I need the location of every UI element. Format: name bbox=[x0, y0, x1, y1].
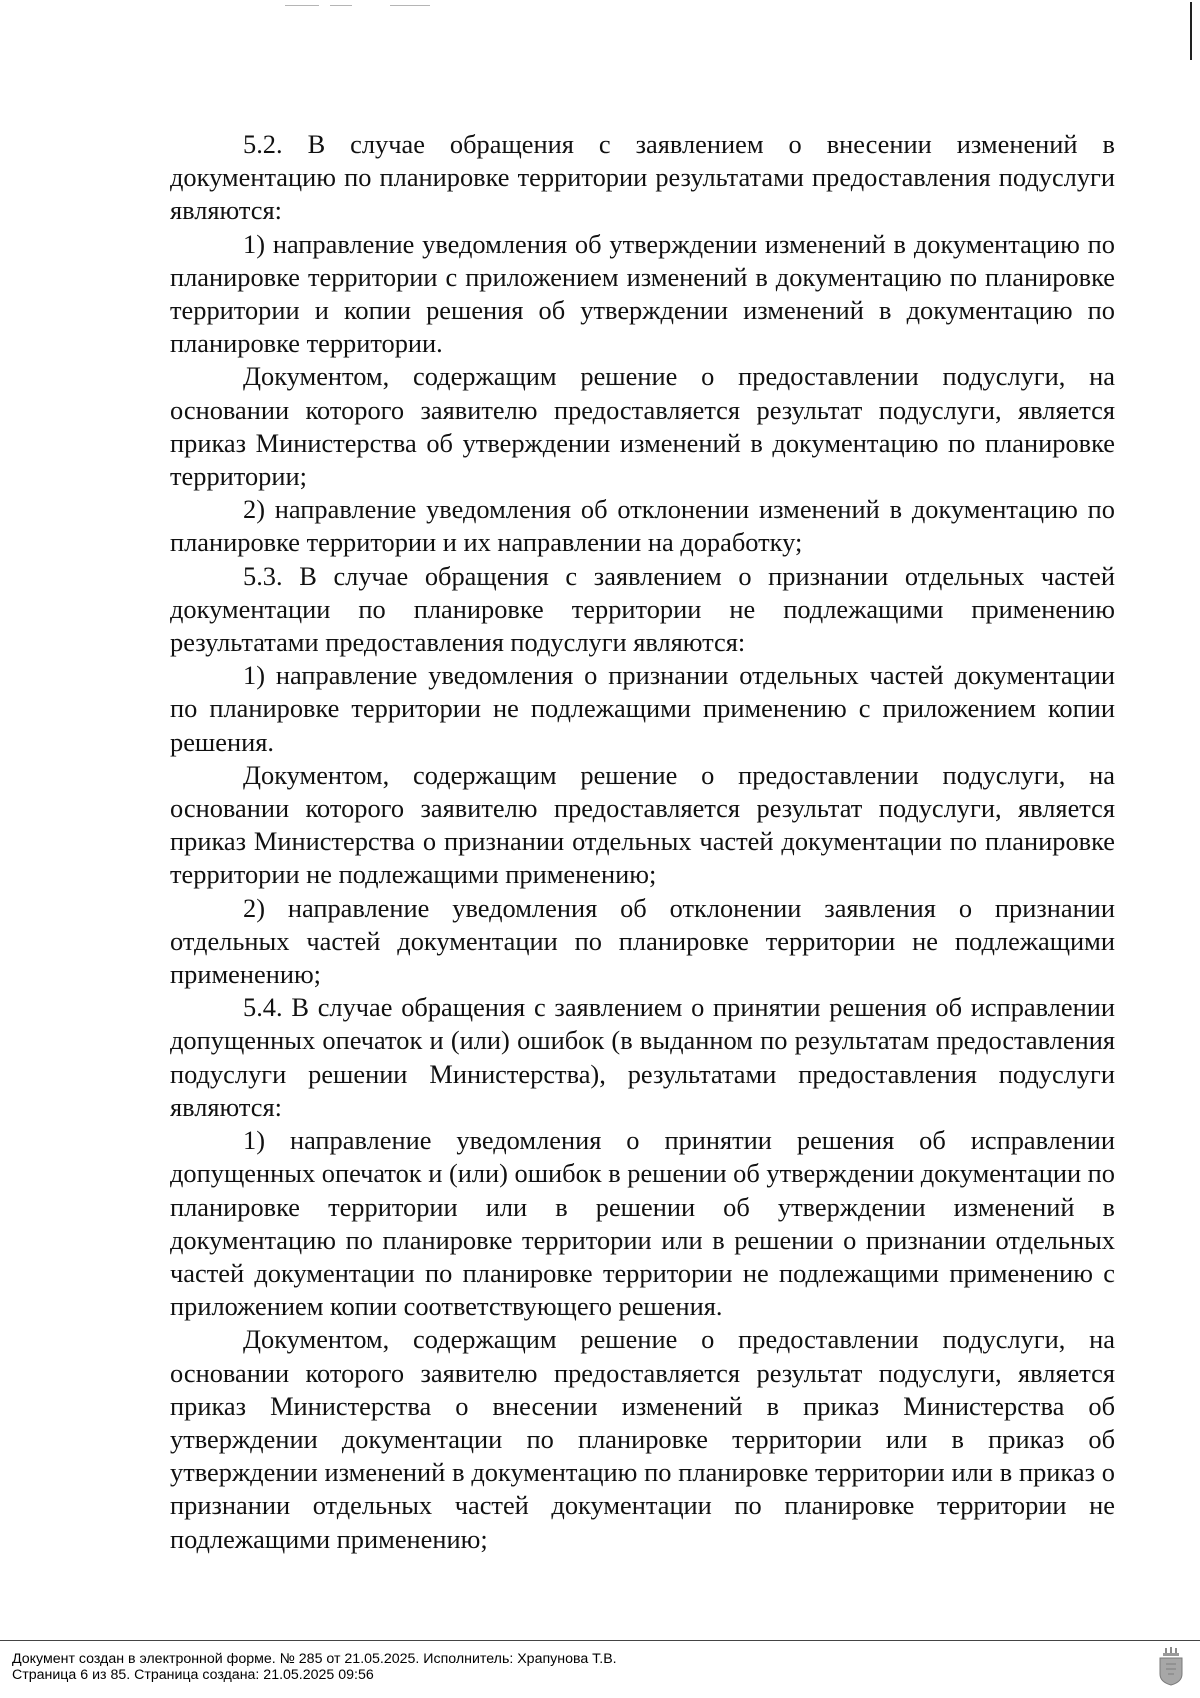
footer-text bbox=[12, 1651, 617, 1683]
paragraph-5-3-item-2: 2) направление уведомления об отклонении заявления о признании отдельных частей документации по планировке территории не подлежащими применению; bbox=[170, 892, 1115, 990]
footer-line-page-info: Страница 6 из 85. Страница создана: 21.05.2025 09:56 bbox=[12, 1667, 374, 1683]
paragraph-5-3-document: Документом, содержащим решение о предоставлении подуслуги, на основании которого заявителю предоставляется результат подуслуги, является приказ Министерства о признании отдельных частей документации по планировке территории не подлежащими применению; bbox=[170, 759, 1115, 890]
paragraph-5-4-item-1: 1) направление уведомления о принятии решения об исправлении допущенных опечаток и (или) ошибок в решении об утверждении документации по планировке территории или в решении об утверждении изменений в документацию по планировке территории или в решении о признании отдельных частей документации по планировке территории не подлежащими применению с приложением копии соответствующего решения. bbox=[170, 1125, 1115, 1322]
paragraph-5-4: 5.4. В случае обращения с заявлением о принятии решения об исправлении допущенных опечаток и (или) ошибок (в выданном по результатам предоставления подуслуги решении Министерства), результатами предоставления подуслуги являются: bbox=[170, 992, 1115, 1122]
paragraph-5-4-document: Документом, содержащим решение о предоставлении подуслуги, на основании которого заявителю предоставляется результат подуслуги, является приказ Министерства о внесении изменений в приказ Министерства об утверждении документации по планировке территории или в приказ об утверждении изменений в документацию по планировке территории или в приказ о признании отдельных частей документации по планировке территории не подлежащими применению; bbox=[170, 1324, 1115, 1554]
paragraph-5-2-item-2: 2) направление уведомления об отклонении изменений в документацию по планировке территории и их направлении на доработку; bbox=[170, 494, 1115, 558]
document-footer bbox=[0, 1640, 1200, 1683]
paragraph-5-3: 5.3. В случае обращения с заявлением о признании отдельных частей документации по планировке территории не подлежащими применению результатами предоставления подуслуги являются: bbox=[170, 560, 1115, 658]
paragraph-5-3-item-1: 1) направление уведомления о признании отдельных частей документации по планировке территории не подлежащими применению с приложением копии решения. bbox=[170, 660, 1115, 757]
scan-artifact-line bbox=[330, 5, 352, 6]
document-body bbox=[170, 128, 1115, 1556]
scan-edge-line bbox=[1190, 2, 1192, 60]
paragraph-5-2: 5.2. В случае обращения с заявлением о внесении изменений в документацию по планировке территории результатами предоставления подуслуги являются: bbox=[170, 129, 1115, 226]
paragraph-5-2-document: Документом, содержащим решение о предоставлении подуслуги, на основании которого заявителю предоставляется результат подуслуги, является приказ Министерства об утверждении изменений в документацию по планировке территории; bbox=[170, 361, 1115, 492]
coat-of-arms-icon bbox=[1156, 1646, 1186, 1686]
scan-artifact-line bbox=[390, 5, 430, 6]
paragraph-5-2-item-1: 1) направление уведомления об утверждении изменений в документацию по планировке территории с приложением изменений в документацию по планировке территории и копии решения об утверждении изменений в документацию по планировке территории. bbox=[170, 228, 1115, 359]
footer-line-document-info: Документ создан в электронной форме. № 285 от 21.05.2025. Исполнитель: Храпунова Т.В. bbox=[12, 1651, 617, 1667]
scan-artifact-line bbox=[285, 5, 319, 6]
